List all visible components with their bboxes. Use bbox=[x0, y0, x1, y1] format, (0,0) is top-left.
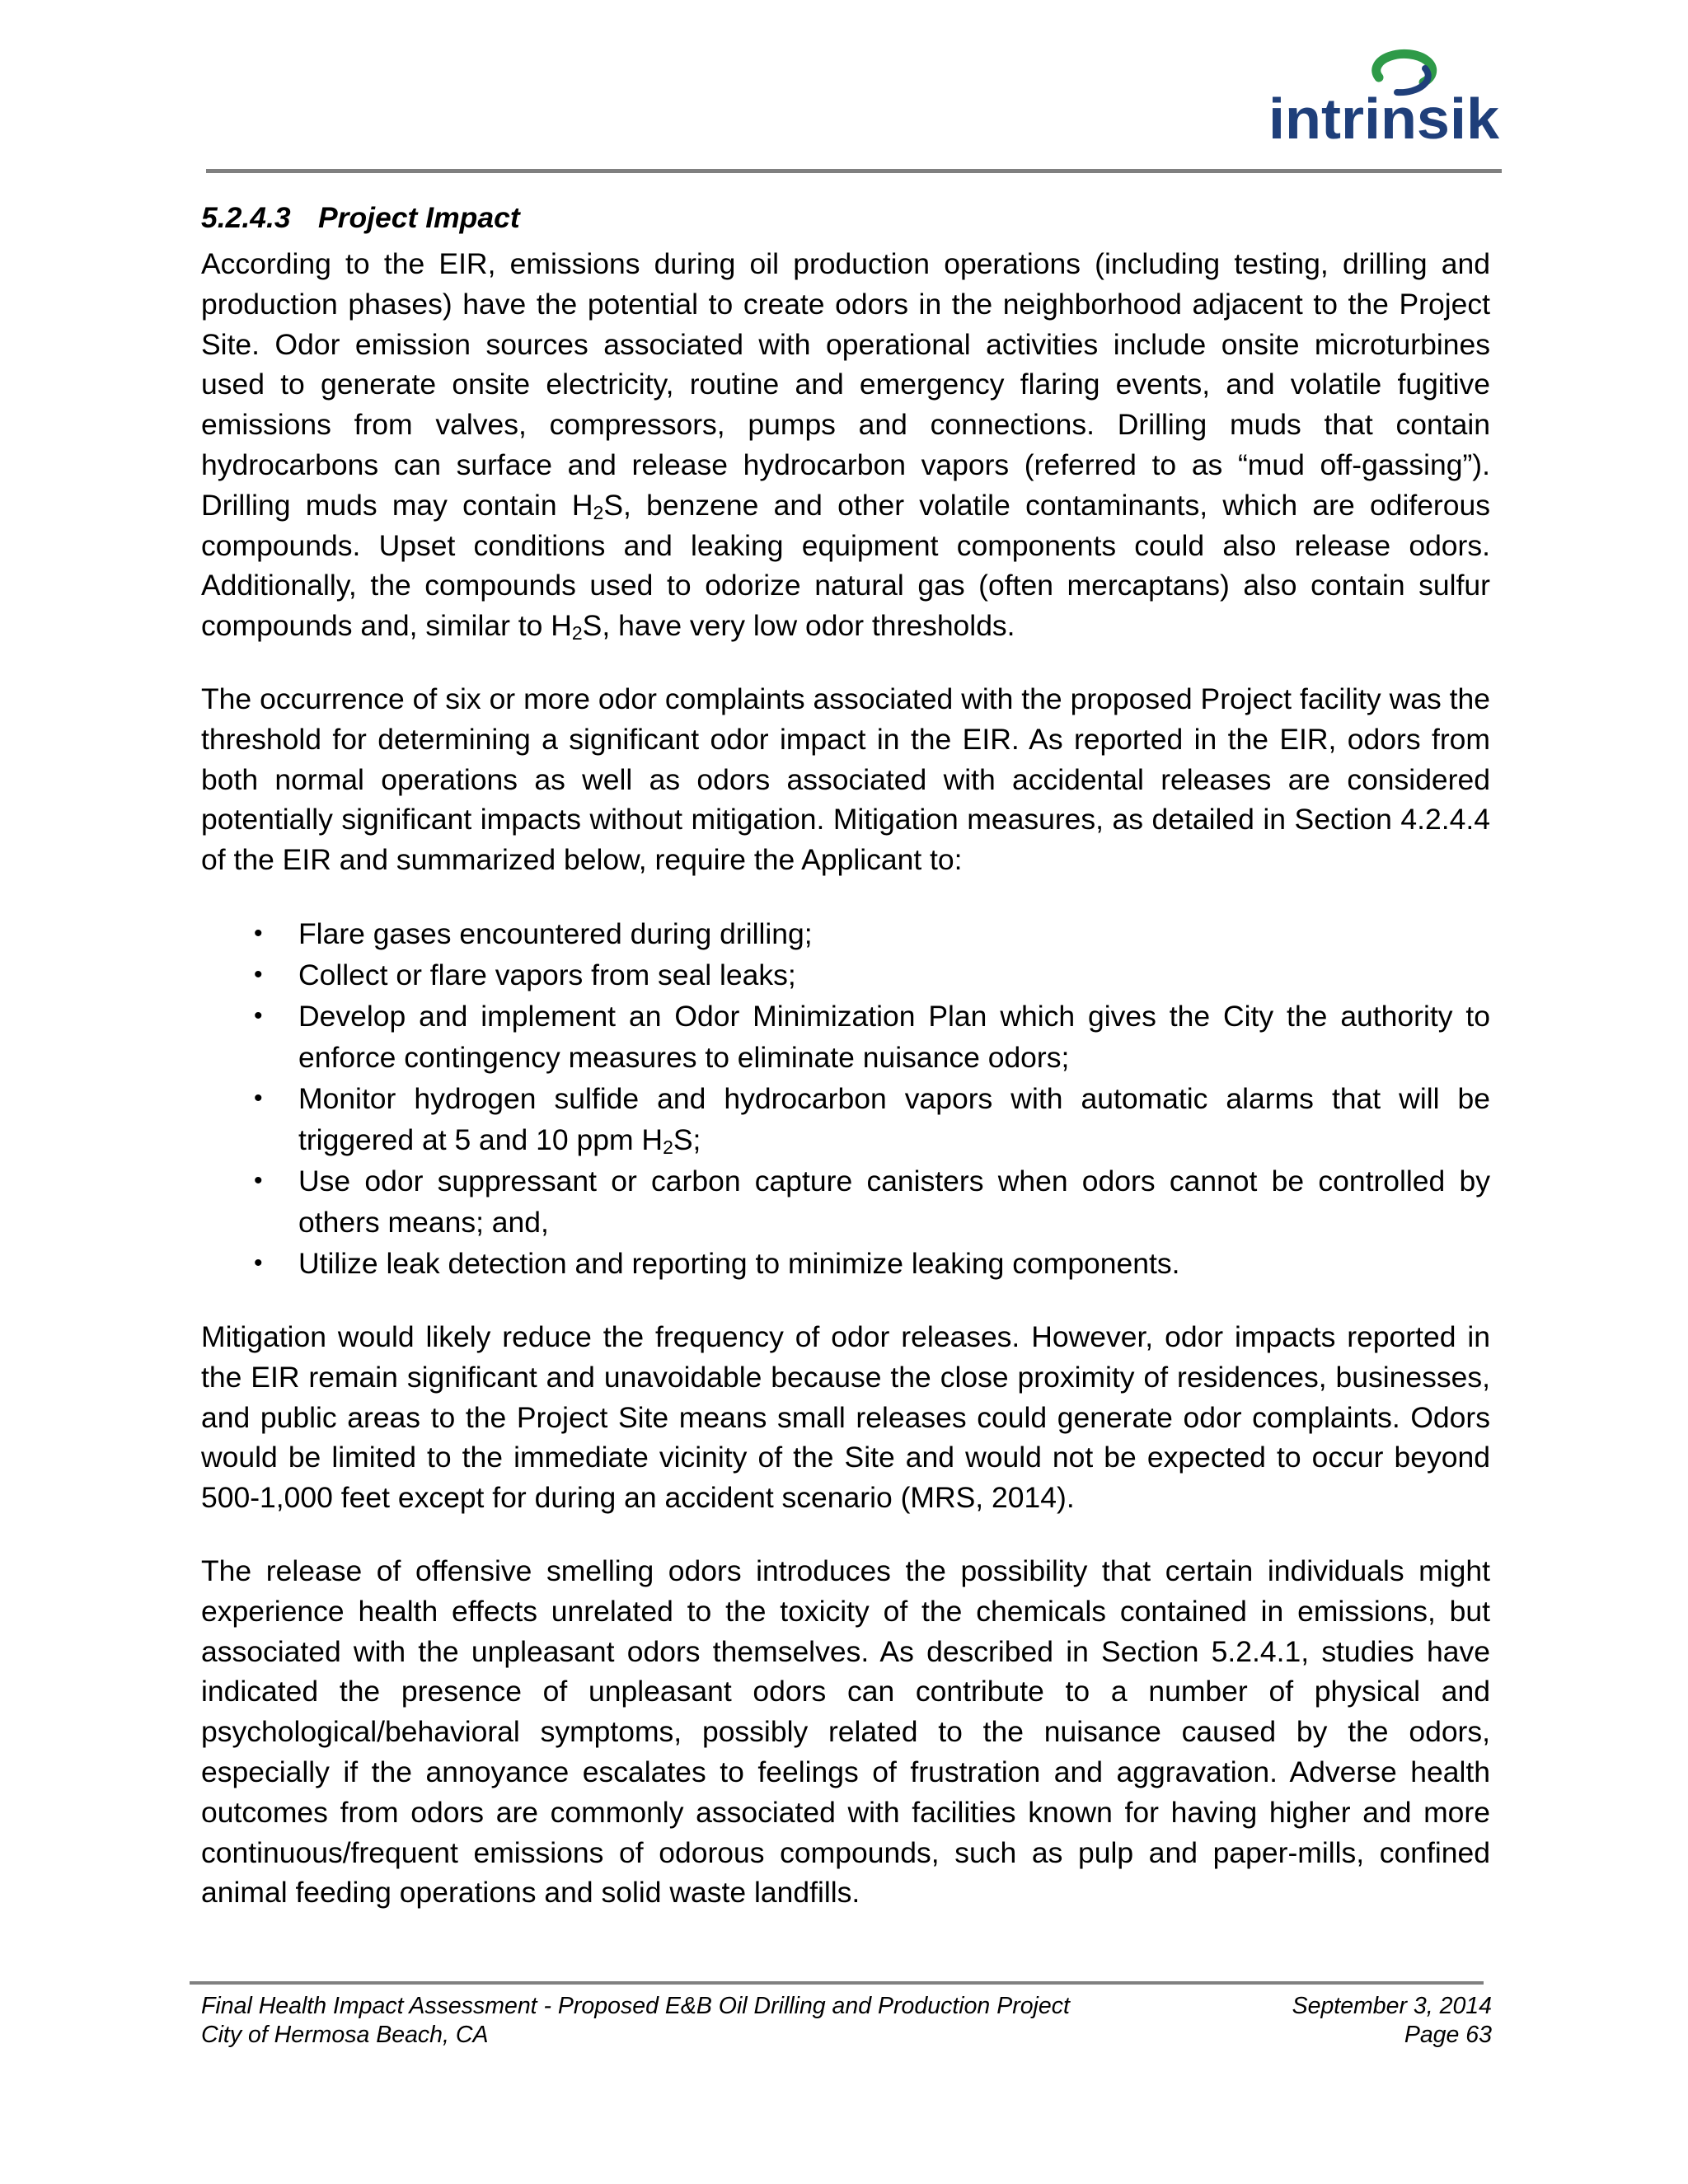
bullet-icon: • bbox=[254, 1166, 263, 1194]
page-footer bbox=[201, 1992, 1492, 2050]
list-item bbox=[201, 1078, 1490, 1160]
paragraph-emission-sources bbox=[201, 244, 1490, 646]
intrinsik-logo-graphic bbox=[1265, 31, 1504, 147]
bullet-icon: • bbox=[254, 960, 263, 988]
bullet-icon: • bbox=[254, 1001, 263, 1029]
section-title: Project Impact bbox=[318, 201, 520, 234]
footer-rule bbox=[190, 1981, 1484, 1985]
footer-location: City of Hermosa Beach, CA bbox=[201, 2022, 489, 2048]
bullet-icon: • bbox=[254, 1084, 263, 1112]
p1-text-c: S, have very low odor thresholds. bbox=[582, 609, 1015, 643]
footer-date: September 3, 2014 bbox=[1292, 1993, 1492, 2019]
subscript-2: 2 bbox=[593, 501, 604, 523]
list-item-text: Monitor hydrogen sulfide and hydrocarbon vapors with automatic alarms that will be triggered at 5 and 10 ppm H bbox=[298, 1081, 1490, 1156]
bullet-icon: • bbox=[254, 919, 263, 947]
list-item bbox=[201, 954, 1490, 996]
header-rule bbox=[206, 169, 1502, 173]
list-item bbox=[201, 1160, 1490, 1243]
paragraph-health-effects: The release of offensive smelling odors introduces the possibility that certain individuals might experience health effects unrelated to the toxicity of the chemicals contained in emissions, but associated with the unpleasant odors themselves. As described in Section 5.2.4.1, studies have indicated the presence of unpleasant odors can contribute to a number of physical and psychological/behavioral symptoms, possibly related to the nuisance caused by the odors, especially if the annoyance escalates to feelings of frustration and aggravation. Adverse health outcomes from odors are commonly associated with facilities known for having higher and more continuous/frequent emissions of odorous compounds, such as pulp and paper-mills, confined animal feeding operations and solid waste landfills. bbox=[201, 1554, 1490, 1910]
section-number: 5.2.4.3 bbox=[201, 201, 291, 234]
list-item bbox=[201, 913, 1490, 954]
footer-row-1 bbox=[201, 1992, 1492, 2021]
list-item-text: S; bbox=[673, 1122, 701, 1156]
subscript-2: 2 bbox=[571, 622, 583, 644]
list-item bbox=[201, 1243, 1490, 1284]
paragraph-threshold: The occurrence of six or more odor complaints associated with the proposed Project facility was the threshold for determining a significant odor impact in the EIR. As reported in the EIR, odors from both normal operations as well as odors associated with accidental releases are considered potentially significant impacts without mitigation. Mitigation measures, as detailed in Section 4.2.4.4 of the EIR and summarized below, require the Applicant to: bbox=[201, 682, 1490, 877]
paragraph-mitigation-outcome: Mitigation would likely reduce the frequency of odor releases. However, odor impacts reported in the EIR remain significant and unavoidable because the close proximity of residences, businesses, and public areas to the Project Site means small releases could generate odor complaints. Odors would be limited to the immediate vicinity of the Site and would not be expected to occur beyond 500-1,000 feet except for during an accident scenario (MRS, 2014). bbox=[201, 1319, 1490, 1515]
list-item-text: Flare gases encountered during drilling; bbox=[298, 916, 813, 950]
intrinsik-logo bbox=[1265, 31, 1504, 147]
section-heading bbox=[201, 198, 520, 237]
body-content bbox=[201, 244, 1490, 1913]
list-item-text: Use odor suppressant or carbon capture canisters when odors cannot be controlled by others means; and, bbox=[298, 1164, 1490, 1239]
list-item bbox=[201, 996, 1490, 1078]
p1-text-b: S, benzene and other volatile contaminants, which are odiferous compounds. Upset conditions and leaking equipment components could also release odors. Additionally, the compounds used to odorize natural gas (often mercaptans) also contain sulfur compounds and, similar to H bbox=[201, 488, 1490, 643]
list-item-text: Develop and implement an Odor Minimization Plan which gives the City the authority to enforce contingency measures to eliminate nuisance odors; bbox=[298, 999, 1490, 1074]
footer-page-number: Page 63 bbox=[1404, 2022, 1492, 2048]
bullet-icon: • bbox=[254, 1249, 263, 1277]
footer-document-title: Final Health Impact Assessment - Proposed E&B Oil Drilling and Production Project bbox=[201, 1993, 1070, 2019]
footer-row-2 bbox=[201, 2021, 1492, 2050]
list-item-text: Utilize leak detection and reporting to minimize leaking components. bbox=[298, 1246, 1180, 1280]
mitigation-list bbox=[201, 913, 1490, 1284]
subscript-2: 2 bbox=[663, 1136, 673, 1158]
logo-wordmark: intrinsik bbox=[1268, 87, 1500, 147]
p1-text-a: According to the EIR, emissions during oil production operations (including testing, drilling and production phases) have the potential to create odors in the neighborhood adjacent to the Project Site. Odor emission sources associated with operational activities include onsite microturbines used to generate onsite electricity, routine and emergency flaring events, and volatile fugitive emissions from valves, compressors, pumps and connections. Drilling muds that contain hydrocarbons can surface and release hydrocarbon vapors (referred to as “mud off-gassing”). Drilling muds may contain H bbox=[201, 247, 1490, 522]
list-item-text: Collect or flare vapors from seal leaks; bbox=[298, 958, 796, 991]
